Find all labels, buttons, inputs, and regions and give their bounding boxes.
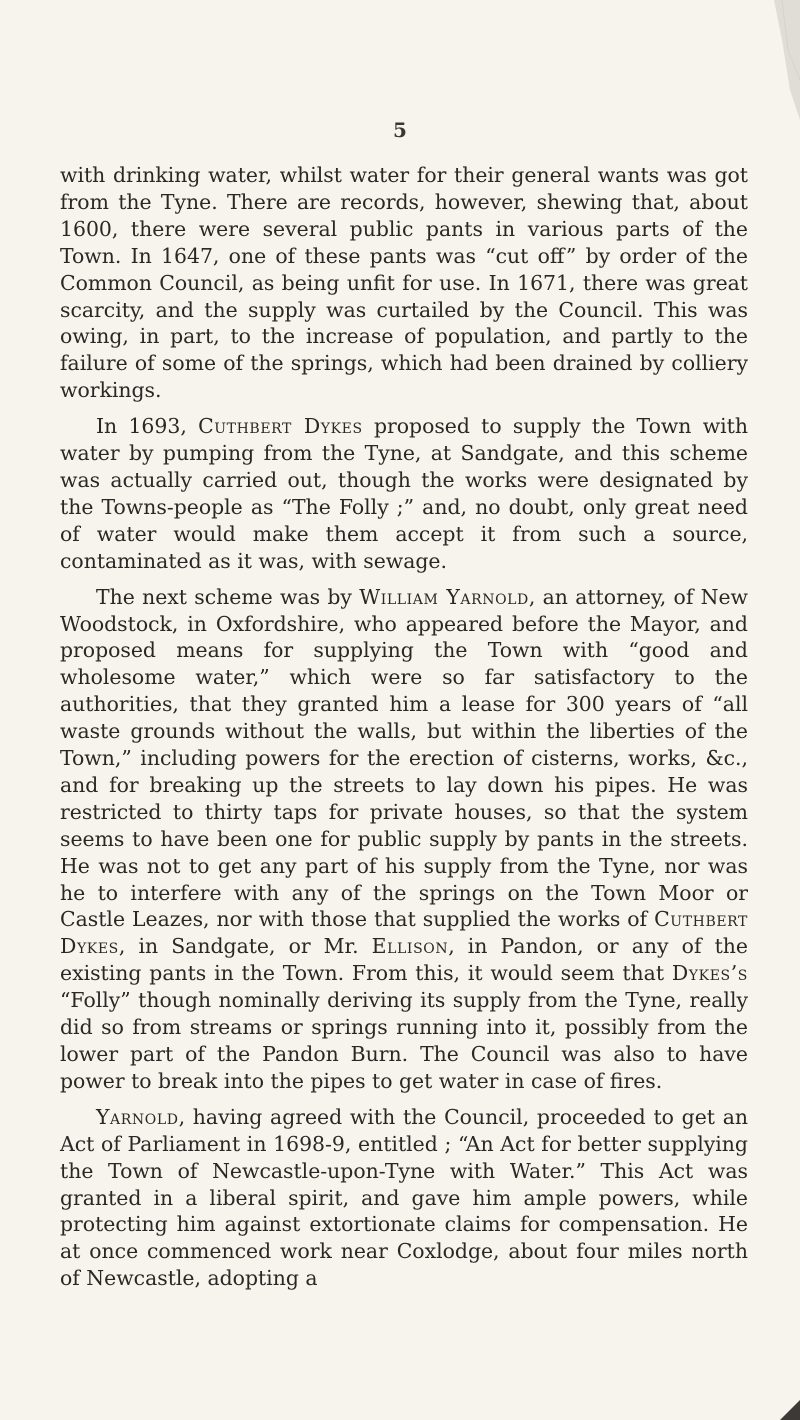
proper-name: Yarnold — [96, 1104, 179, 1129]
text-run: The next scheme was by — [96, 584, 360, 609]
paragraph — [60, 584, 748, 1095]
proper-name: Cuthbert Dykes — [60, 907, 748, 959]
proper-name: Dykes’s — [671, 961, 748, 986]
paragraph — [60, 413, 748, 574]
page-number: 5 — [393, 118, 407, 142]
body-text — [60, 162, 748, 1301]
page-corner-fold-icon — [772, 1392, 800, 1420]
text-run: In 1693, — [96, 414, 199, 439]
text-run: , an attorney, of New Woodstock, in Oxfordshire, who appeared before the Mayor, and proposed means for supplying the Town with “good and wholesome water,” which were so far satisfactory to the authorities, that they granted him a lease for 300 years of “all waste grounds without the walls, but within the liberties of the Town,” including powers for the erection of cisterns, works, &c., and for breaking up the streets to lay down his pipes. He was restricted to thirty taps for private houses, so that the system seems to have been one for public supply by pants in the streets. He was not to get any part of his supply from the Tyne, nor was he to interfere with any of the springs on the Town Moor or Castle Leazes, nor with those that supplied the works of — [60, 584, 748, 932]
text-run: , in Sandgate, or Mr. — [118, 934, 372, 959]
proper-name: William Yarnold — [359, 584, 529, 609]
text-run: , having agreed with the Council, proceeded to get an Act of Parliament in 1698-9, entitled ; “An Act for better supplying the Town of Newcastle-upon-Tyne with Water.” This Act was granted in a liberal spirit, and gave him ample powers, while protecting him against extortionate claims for compensation. He at once commenced work near Coxlodge, about four miles north of Newcastle, adopting a — [60, 1104, 748, 1291]
text-run: “Folly” though nominally deriving its supply from the Tyne, really did so from streams or springs running into it, possibly from the lower part of the Pandon Burn. The Council was also to have power to break into the pipes to get water in case of fires. — [60, 988, 748, 1093]
text-run: with drinking water, whilst water for their general wants was got from the Tyne. There are records, however, shewing that, about 1600, there were several public pants in various parts of the Town. In 1647, one of these pants was “cut off” by order of the Common Council, as being unfit for use. In 1671, there was great scarcity, and the supply was curtailed by the Council. This was owing, in part, to the increase of population, and partly to the failure of some of the springs, which had been drained by colliery workings. — [60, 163, 748, 403]
proper-name: Cuthbert Dykes — [198, 414, 363, 439]
text-run: , in Pandon, or any of the existing pants in the Town. From this, it would seem that — [60, 934, 748, 986]
paragraph — [60, 1104, 748, 1292]
proper-name: Ellison — [371, 934, 449, 959]
text-run: proposed to supply the Town with water by pumping from the Tyne, at Sandgate, and this scheme was actually carried out, though the works were designated by the Towns-people as “The Folly ;” and, no doubt, only great need of water would make them accept it from such a source, contaminated as it was, with sewage. — [60, 414, 748, 573]
paragraph — [60, 162, 748, 404]
